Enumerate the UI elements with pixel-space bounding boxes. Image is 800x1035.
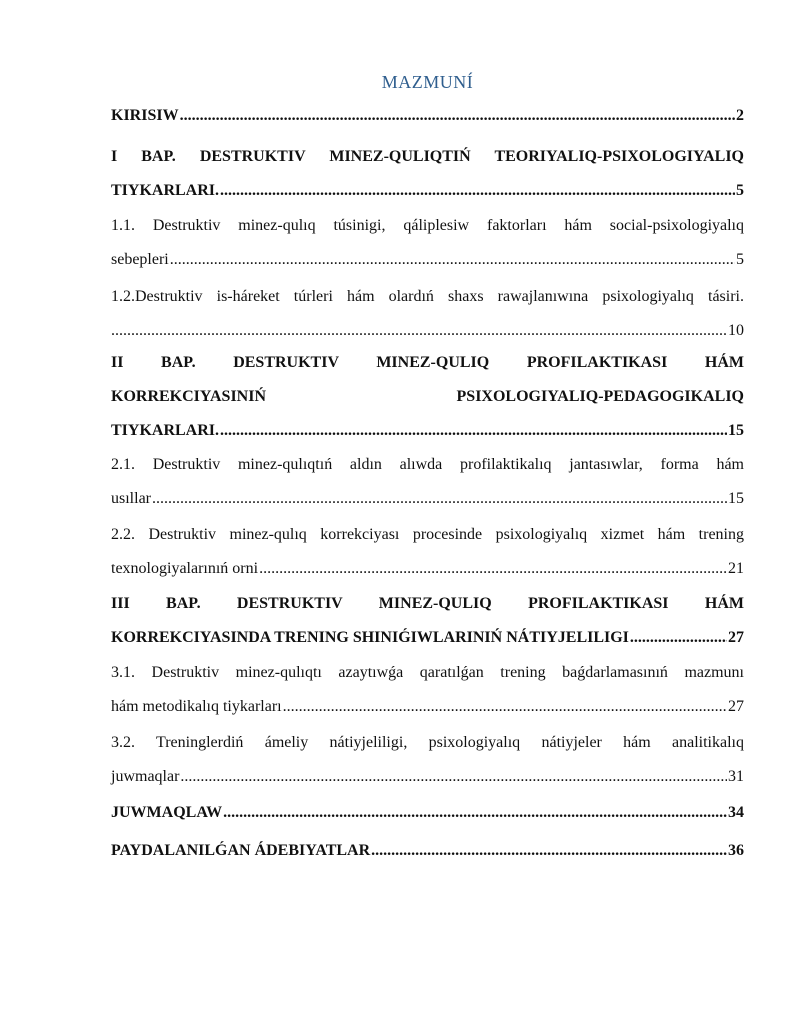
toc-entry-references [111,834,744,868]
toc-entry-label: texnologiyalarınıń orni [111,560,259,577]
toc-entry-line: 1.1. Destruktiv minez-qulıq túsinigi, qáliplesiw faktorları hám social-psixologiyalıq [111,217,744,234]
toc-entry-line: KORREKCIYASINIŃ PSIXOLOGIYALIQ-PEDAGOGIKALIQ [111,388,744,405]
toc-entry-2-2 [111,518,744,586]
leader-dots [170,243,735,277]
leader-dots [180,760,727,794]
leader-dots [111,314,727,348]
leader-dots [283,690,727,724]
toc-entry-juwmaqlaw [111,796,744,830]
leader-dots [180,99,735,133]
toc-entry-label: usıllar [111,490,151,507]
page-number: 15 [728,490,744,507]
toc-entry-chapter-2 [111,346,744,448]
toc-entry-label: KORREKCIYASINDA TRENING SHINIǴIWLARINIŃ NÁTIYJELILIGI [111,629,629,646]
page-number: 36 [728,842,744,859]
toc-entry-chapter-3 [111,587,744,655]
page-number: 5 [736,251,744,268]
toc-entry-kirisiw [111,99,744,133]
toc-entry-label: hám metodikalıq tiykarları [111,698,282,715]
leader-dots [259,552,727,586]
toc-entry-line: 2.1. Destruktiv minez-qulıqtıń aldın alıwda profilaktikalıq jantasıwlar, forma hám [111,456,744,473]
toc-entry-line: III BAP. DESTRUKTIV MINEZ-QULIQ PROFILAKTIKASI HÁM [111,595,744,612]
toc-entry-label: TIYKARLARI. [111,422,220,439]
toc-entry-label: juwmaqlar [111,768,180,785]
toc-entry-2-1 [111,448,744,516]
toc-entry-1-2 [111,280,744,348]
page-number: 5 [736,182,744,199]
toc-entry-line: 1.2.Destruktiv is-háreket túrleri hám olardıń shaxs rawajlanıwına psixologiyalıq tásiri. [111,288,744,305]
toc-entry-label: KIRISIW [111,107,179,124]
page-number: 10 [728,322,744,339]
page-title: MAZMUNÍ [381,72,474,92]
toc-entry-chapter-1 [111,140,744,208]
toc-entry-line: II BAP. DESTRUKTIV MINEZ-QULIQ PROFILAKTIKASI HÁM [111,354,744,371]
page-number: 2 [736,107,744,124]
leader-dots [220,174,735,208]
toc-entry-label: PAYDALANILǴAN ÁDEBIYATLAR [111,842,371,859]
toc-entry-line: 3.1. Destruktiv minez-qulıqtı azaytıwǵa qaratılǵan trening baǵdarlamasınıń mazmunı [111,664,744,681]
leader-dots [223,796,727,830]
toc-entry-line: 2.2. Destruktiv minez-qulıq korrekciyası procesinde psixologiyalıq xizmet hám trening [111,526,744,543]
leader-dots [152,482,727,516]
toc-entry-3-2 [111,726,744,794]
page-number: 31 [728,768,744,785]
toc-entry-label: sebepleri [111,251,169,268]
page-number: 21 [728,560,744,577]
toc-entry-line: I BAP. DESTRUKTIV MINEZ-QULIQTIŃ TEORIYALIQ-PSIXOLOGIYALIQ [111,148,744,165]
leader-dots [630,621,727,655]
page-number: 27 [728,629,744,646]
page-number: 15 [728,422,744,439]
toc-entry-3-1 [111,656,744,724]
leader-dots [220,414,727,448]
page-number: 34 [728,804,744,821]
leader-dots [371,834,727,868]
page-number: 27 [728,698,744,715]
toc-entry-1-1 [111,209,744,277]
toc-entry-label: TIYKARLARI. [111,182,220,199]
toc-entry-label: JUWMAQLAW [111,804,223,821]
toc-entry-line: 3.2. Treninglerdiń ámeliy nátiyjeliligi, psixologiyalıq nátiyjeler hám analitikalıq [111,734,744,751]
